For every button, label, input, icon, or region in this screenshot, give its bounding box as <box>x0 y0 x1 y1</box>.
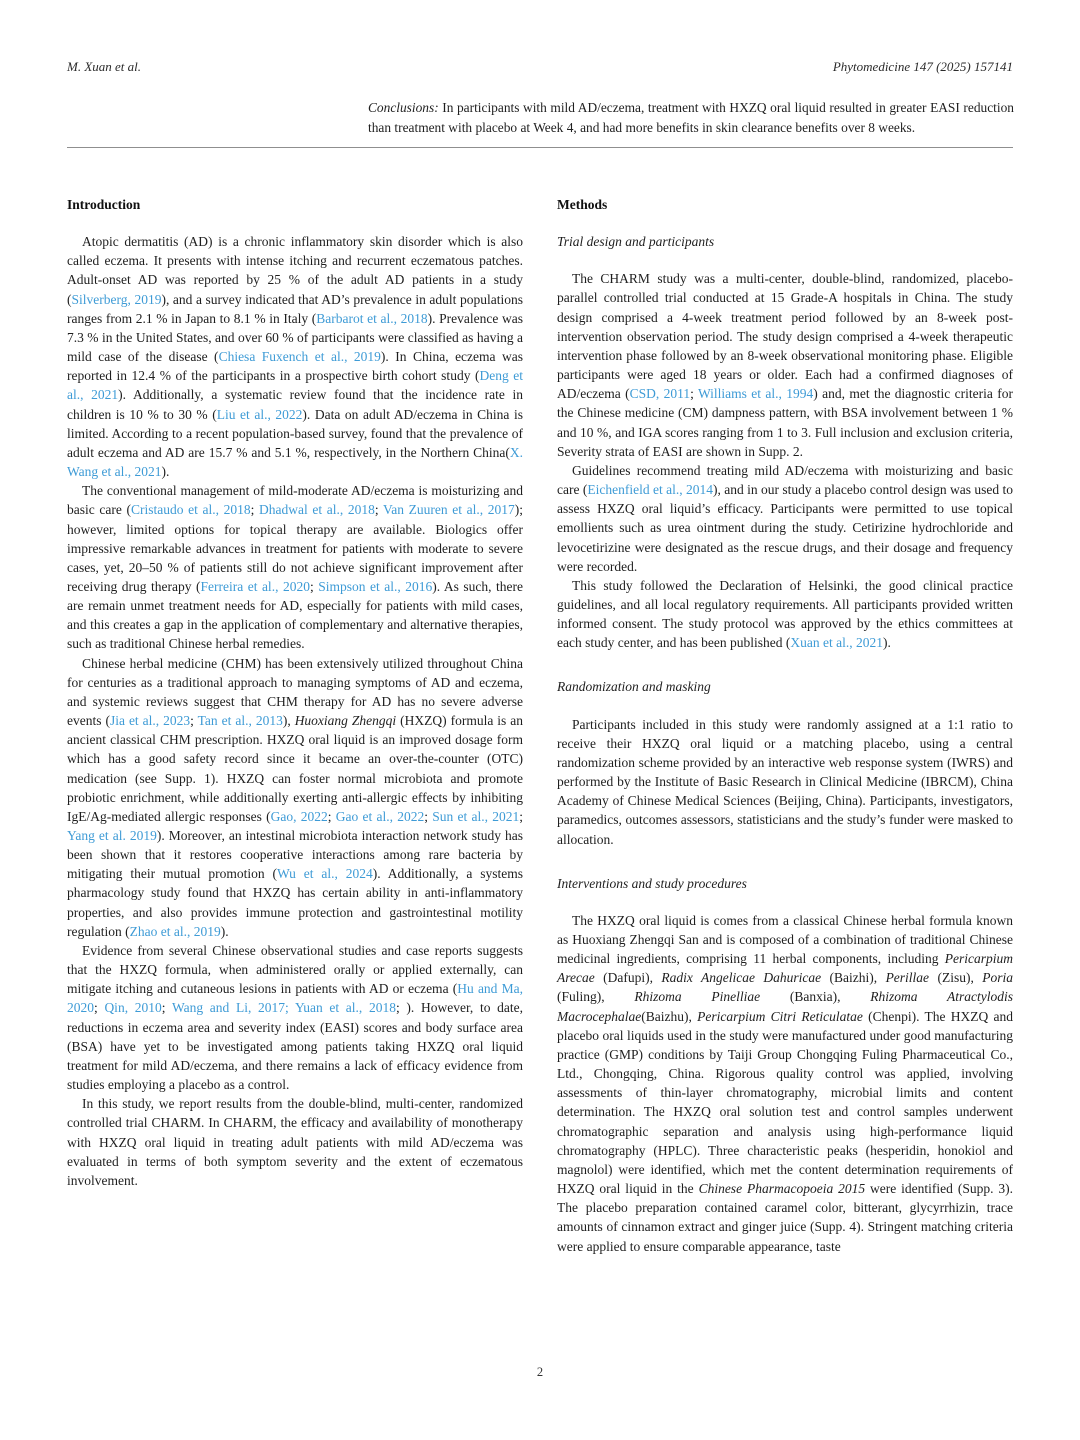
emphasized-text: Poria <box>982 970 1013 986</box>
citation-link[interactable]: Xuan et al., 2021 <box>790 635 883 651</box>
body-text: ), and in our study a placebo control design was used to assess HXZQ oral liquid’s efficacy. Participants were permitted to use topical emollients such as urea ointment during the study. Cetirizine hydrochloride and levocetirizine were designated as the rescue drugs, and their dosage and frequency were recorded. <box>557 482 1013 574</box>
body-text: ). <box>220 923 229 939</box>
citation-link[interactable]: Yang et al. 2019 <box>67 828 157 843</box>
body-text: ). <box>161 464 170 480</box>
body-text: Chinese herbal medicine (CHM) has been extensively utilized throughout China for centuries as a traditional approach to managing symptoms of AD and eczema, and systemic reviews suggest that CHM therapy for AD has no severe adverse events ( <box>67 655 523 729</box>
running-head-authors: M. Xuan et al. <box>67 59 142 74</box>
page-number: 2 <box>536 1365 544 1379</box>
citation-link[interactable]: Van Zuuren et al., 2017 <box>383 502 515 518</box>
abstract-conclusions-text <box>368 98 1014 137</box>
emphasized-text: Chinese Pharmacopoeia 2015 <box>698 1181 866 1197</box>
body-text: ). Prevalence was 7.3 % in the United States, and over 60 % of participants were classified as having a mild case of the disease ( <box>67 310 523 365</box>
emphasized-text: Rhizoma Atractylodis Macrocephalae <box>557 989 1014 1024</box>
body-text: were identified (Supp. 3). The placebo preparation contained caramel color, bitterant, glycyrrhizin, trace amounts of cinnamon extract and ginger juice (Supp. 4). Stringent matching criteria were applied to ensure comparable appearance, taste <box>557 1181 1013 1254</box>
body-text: ; <box>190 713 198 729</box>
body-text: (Zisu), <box>929 970 983 986</box>
body-text: (Chenpi). The HXZQ and placebo oral liquids used in the study were manufactured under good manufacturing practice (GMP) conditions by Taiji Group Chongqing Fuling Pharmaceutical Co., Ltd., Chongqing, China. Rigorous quality control was applied, involving assessments of thin-layer chromatography, microbial limits and content determination. The HXZQ oral solution test and control samples underwent chromatographic separation and analysis using high-performance liquid chromatography (HPLC). Three characteristic peaks (hesperidin, honokiol and magnolol) were identified, which met the content determination requirements of HXZQ oral liquid in the <box>557 1008 1014 1197</box>
citation-link[interactable]: X. Wang et al., 2021 <box>67 444 523 480</box>
subsection-heading-trial-design: Trial design and participants <box>557 234 715 250</box>
intro-paragraph-5 <box>67 1094 523 1190</box>
trial-design-paragraph-3 <box>557 576 1013 653</box>
citation-link[interactable]: Dhadwal et al., 2018 <box>258 502 375 518</box>
interventions-paragraph-1 <box>557 911 1013 1256</box>
body-text: Atopic dermatitis (AD) is a chronic inflammatory skin disorder which is also called eczema. It presents with intense itching and recurrent eczematous patches. Adult-onset AD was reported by 25 % of the adult AD patients in a study ( <box>67 234 523 307</box>
body-text: Guidelines recommend treating mild AD/eczema with moisturizing and basic care ( <box>557 462 1013 498</box>
citation-link[interactable]: Simpson et al., 2016 <box>318 578 433 594</box>
body-text: The CHARM study was a multi-center, double-blind, randomized, placebo-parallel controlled trial conducted at 15 Grade-A hospitals in China. The study design comprised a 4-week treatment period followed by an 8-week post-intervention observation period. The study design comprised a 4-week therapeutic intervention phase followed by an 8-week observational monitoring phase. Eligible participants were aged 18 years or older. Each had a confirmed diagnoses of AD/eczema ( <box>557 271 1013 402</box>
body-text: (Baizhi), <box>821 970 886 986</box>
emphasized-text: Huoxiang Zhengqi <box>294 713 397 729</box>
randomization-paragraph-1 <box>557 715 1013 849</box>
body-text: (HXZQ) formula is an ancient classical CHM prescription. HXZQ oral liquid is an improved dosage form which has a good safety record since it became an over-the-counter (OTC) medication (see Supp. 1). HXZQ can foster normal microbiota and promote probiotic enrichment, while additionally exerting anti-allergic effects by inhibiting IgE/Ag-mediated allergic responses ( <box>67 713 524 824</box>
citation-link[interactable]: Jia et al., 2023 <box>109 713 191 729</box>
body-text: The HXZQ oral liquid is comes from a classical Chinese herbal formula known as Huoxiang Zhengqi San and is composed of a combination of traditional Chinese medicinal ingredients, comprising 11 herbal components, including <box>557 912 1013 967</box>
citation-link[interactable]: Eichenfield et al., 2014 <box>587 482 713 498</box>
citation-link[interactable]: Gao et al., 2022 <box>335 808 425 824</box>
citation-link[interactable]: Wu et al., 2024 <box>276 866 373 882</box>
body-text: ; ). However, to date, reductions in eczema area and severity index (EASI) scores and body surface area (BSA) have yet to be investigated among patients taking HXZQ oral liquid treatment for mild AD/eczema, and there remains a lack of efficacy evidence from studies employing a placebo as a control. <box>67 1000 524 1093</box>
body-text: ). As such, there are remain unmet treatment needs for AD, especially for patients with mild cases, and this creates a gap in the application of complementary and alternative therapies, such as traditional Chinese herbal remedies. <box>67 578 523 652</box>
body-text: ). Additionally, a systems pharmacology study found that HXZQ has certain ability in anti-inflammatory properties, and also provides immune protection and gastrointestinal motility regulation ( <box>67 866 524 939</box>
body-text: (Dafupi), <box>594 970 662 986</box>
citation-link[interactable]: Chiesa Fuxench et al., 2019 <box>218 349 381 365</box>
body-text: ; <box>161 1000 172 1016</box>
emphasized-text: Rhizoma Pinelliae <box>634 989 761 1005</box>
citation-link[interactable]: Qin, 2010 <box>104 1000 162 1016</box>
citation-link[interactable]: Sun et al., 2021 <box>432 808 520 824</box>
body-text: Evidence from several Chinese observational studies and case reports suggests that the HXZQ formula, when administered orally or applied externally, can mitigate itching and cutaneous lesions in patients with AD or eczema ( <box>67 942 523 997</box>
body-text: The conventional management of mild-moderate AD/eczema is moisturizing and basic care ( <box>67 483 523 518</box>
body-text: ; <box>94 1000 105 1016</box>
trial-design-paragraph-2 <box>557 461 1013 576</box>
citation-link[interactable]: Wang and Li, 2017; Yuan et al., 2018 <box>171 1000 396 1016</box>
body-text: ) and, met the diagnostic criteria for the Chinese medicine (CM) dampness pattern, with BSA involvement between 1 % and 10 %, and IGA scores ranging from 1 to 3. Full inclusion and exclusion criteria, Severity strata of EASI are shown in Supp. 2. <box>557 386 1013 459</box>
citation-link[interactable]: Barbarot et al., 2018 <box>316 310 428 326</box>
citation-link[interactable]: CSD, 2011 <box>629 386 691 402</box>
citation-link[interactable]: Liu et al., 2022 <box>216 406 303 422</box>
citation-link[interactable]: Ferreira et al., 2020 <box>200 578 310 594</box>
citation-link[interactable]: Cristaudo et al., 2018 <box>130 502 251 518</box>
body-text: ). In China, eczema was reported in 12.4 % of the participants in a prospective birth cohort study ( <box>67 349 523 384</box>
page-footer <box>0 1365 1080 1380</box>
emphasized-text: Radix Angelicae Dahuricae <box>661 970 822 986</box>
two-column-body <box>67 195 1013 1256</box>
body-text: ), and a survey indicated that AD’s prevalence in adult populations ranges from 2.1 % in Japan to 8.1 % in Italy ( <box>67 291 523 326</box>
left-column <box>67 195 523 1256</box>
header-divider <box>67 147 1013 148</box>
right-column <box>557 195 1013 1256</box>
body-text: Participants included in this study were randomly assigned at a 1:1 ratio to receive their HXZQ oral liquid or a matching placebo, using a central randomization scheme provided by an interactive web response system (IWRS) and performed by the Institute of Basic Research in Clinical Medicine (IBRCM), China Academy of Chinese Medical Sciences (Beijing, China). Participants, investigators, paramedics, outcomes assessors, statisticians and the study’s funder were masked to allocation. <box>557 716 1013 847</box>
emphasized-text: Pericarpium Arecae <box>557 951 1013 986</box>
body-text: In this study, we report results from the double-blind, multi-center, randomized controlled trial CHARM. In CHARM, the efficacy and availability of monotherapy with HXZQ oral liquid in treating adult patients with mild AD/eczema was evaluated in terms of both symptom severity and the extent of eczematous involvement. <box>67 1096 523 1188</box>
trial-design-paragraph-1 <box>557 269 1013 461</box>
body-text: ; <box>250 502 259 518</box>
body-text: ). <box>883 635 891 651</box>
running-head-journal: Phytomedicine 147 (2025) 157141 <box>832 59 1013 74</box>
body-text: (Baizhu), <box>641 1008 698 1024</box>
intro-paragraph-2 <box>67 481 523 653</box>
citation-link[interactable]: Deng et al., 2021 <box>67 368 523 403</box>
intro-paragraph-1 <box>67 232 523 481</box>
body-text: (Fuling), <box>557 989 635 1005</box>
body-text: ; <box>519 808 523 824</box>
citation-link[interactable]: Zhao et al., 2019 <box>129 923 221 939</box>
body-text: ); however, limited options for topical therapy are available. Biologics offer impressive remarkable advances in treatment for patients with moderate to severe cases, yet, 20–50 % of patients still do not achieve significant improvement after receiving drug therapy ( <box>67 502 523 594</box>
body-text: This study followed the Declaration of Helsinki, the good clinical practice guidelines, and all local regulatory requirements. All participants provided written informed consent. The study protocol was approved by the ethics committees at each study center, and has been published ( <box>557 577 1013 651</box>
body-text: ; <box>309 578 319 594</box>
citation-link[interactable]: Gao, 2022 <box>270 808 328 824</box>
body-text: (Banxia), <box>760 989 871 1005</box>
body-text: In participants with mild AD/eczema, treatment with HXZQ oral liquid resulted in greater EASI reduction than treatment with placebo at Week 4, and had more benefits in skin clearance benefits over 8 weeks. <box>368 100 1014 135</box>
section-heading-methods: Methods <box>557 197 608 212</box>
body-text: ; <box>690 386 698 402</box>
section-heading-introduction: Introduction <box>67 197 141 212</box>
citation-link[interactable]: Hu and Ma, 2020 <box>67 981 523 1016</box>
emphasized-text: Pericarpium Citri Reticulatae <box>697 1008 863 1024</box>
subsection-heading-randomization: Randomization and masking <box>557 679 711 695</box>
body-text: ), <box>282 713 295 729</box>
body-text: ). Data on adult AD/eczema in China is limited. According to a recent population-based survey, found that the prevalence of adult eczema and AD are 15.7 % and 5.1 %, respectively, in the Northern China( <box>67 406 523 460</box>
citation-link[interactable]: Silverberg, 2019 <box>71 291 162 307</box>
emphasized-text: Conclusions: <box>368 100 443 115</box>
body-text: ; <box>424 808 433 824</box>
emphasized-text: Perillae <box>885 970 930 986</box>
body-text: ). Additionally, a systematic review found that the incidence rate in children is 10 % to 30 % ( <box>67 387 523 422</box>
body-text: ; <box>374 502 383 518</box>
body-text: ). Moreover, an intestinal microbiota interaction network study has been shown that it restores cooperative interactions among rare bacteria by mitigating their mutual promotion ( <box>67 828 523 882</box>
citation-link[interactable]: Williams et al., 1994 <box>697 386 814 402</box>
intro-paragraph-3 <box>67 654 523 941</box>
subsection-heading-interventions: Interventions and study procedures <box>557 875 747 891</box>
running-head <box>67 59 1013 75</box>
intro-paragraph-4 <box>67 941 523 1094</box>
body-text: ; <box>327 808 336 824</box>
citation-link[interactable]: Tan et al., 2013 <box>197 713 283 729</box>
